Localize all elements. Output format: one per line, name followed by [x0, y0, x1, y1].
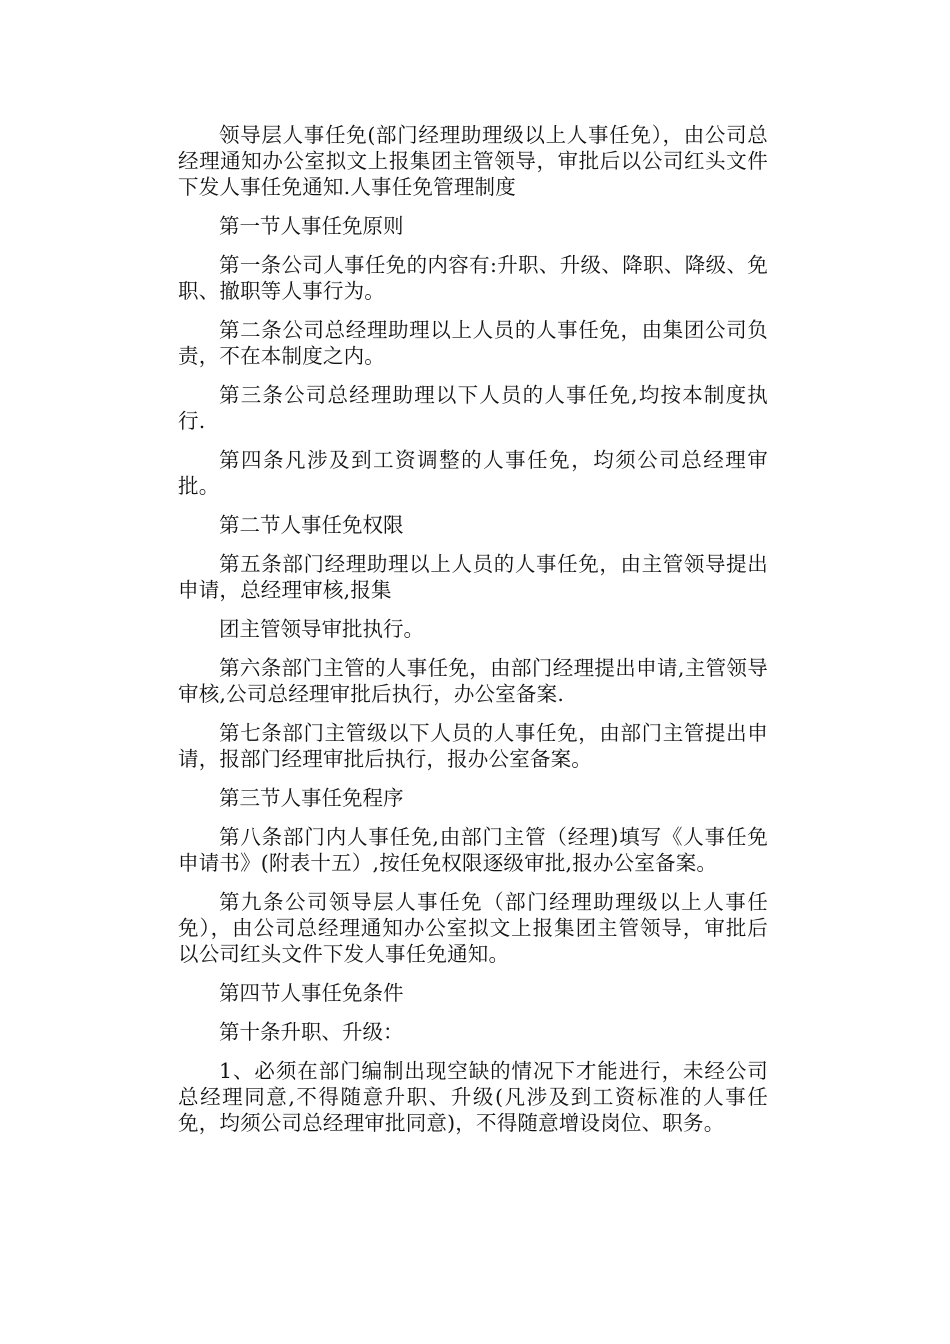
section-heading-3: 第三节人事任免程序 — [219, 786, 404, 810]
article-10-heading: 第十条升职、升级： — [219, 1020, 404, 1044]
paragraph-intro: 领导层人事任免(部门经理助理级以上人事任免），由公司总经理通知办公室拟文上报集团主管领导，审批后以公司红头文件下发人事任免通知.人事任免管理制度 — [178, 123, 768, 199]
article-4: 第四条凡涉及到工资调整的人事任免，均须公司总经理审批。 — [178, 448, 768, 498]
article-1: 第一条公司人事任免的内容有:升职、升级、降职、降级、免职、撤职等人事行为。 — [178, 253, 768, 303]
article-2: 第二条公司总经理助理以上人员的人事任免，由集团公司负责，不在本制度之内。 — [178, 318, 768, 368]
article-3: 第三条公司总经理助理以下人员的人事任免,均按本制度执行. — [178, 383, 768, 433]
section-heading-2: 第二节人事任免权限 — [219, 513, 404, 537]
article-8: 第八条部门内人事任免,由部门主管（经理)填写《人事任免申请书》(附表十五）,按任免权限逐级审批,报办公室备案。 — [178, 825, 768, 875]
document-body — [178, 122, 768, 1149]
article-5-continuation: 团主管领导审批执行。 — [219, 617, 424, 641]
article-10-item-1: 1、必须在部门编制出现空缺的情况下才能进行，未经公司总经理同意,不得随意升职、升级(凡涉及到工资标准的人事任免，均须公司总经理审批同意)，不得随意增设岗位、职务。 — [178, 1059, 768, 1135]
article-5: 第五条部门经理助理以上人员的人事任免，由主管领导提出申请，总经理审核,报集 — [178, 552, 768, 602]
article-9: 第九条公司领导层人事任免（部门经理助理级以上人事任免），由公司总经理通知办公室拟文上报集团主管领导，审批后以公司红头文件下发人事任免通知。 — [178, 890, 768, 966]
article-6: 第六条部门主管的人事任免，由部门经理提出申请,主管领导审核,公司总经理审批后执行，办公室备案. — [178, 656, 768, 706]
article-7: 第七条部门主管级以下人员的人事任免，由部门主管提出申请，报部门经理审批后执行，报办公室备案。 — [178, 721, 768, 771]
section-heading-1: 第一节人事任免原则 — [219, 214, 404, 238]
section-heading-4: 第四节人事任免条件 — [219, 981, 404, 1005]
